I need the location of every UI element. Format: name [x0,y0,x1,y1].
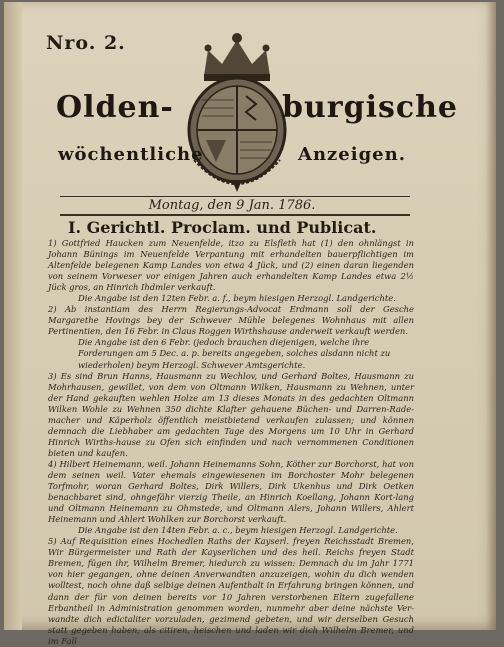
page-spine [4,2,22,630]
subtitle-right: Anzeigen. [298,144,406,165]
paragraph-5: 3) Es sind Brun Hanns, Hausmann zu Wechlov, und Gerhard Boltes, Hausmann zu Mohrhausen, gewillet, von dem von Oltmann Wilken, Hausmann zu Wehnen, unter der Hand gekauften wehlen Holze am 13 dieses Monats in des gedachten Oltmann Wilken Wohle zu Wehnen 350 dichte Klafter gehauene Büchen- und Darren-Rade-macher und Käperholz öffentlich meistbietend verkaufen zulassen; und können demnach die Liebhaber am gedachten Tage des Morgens um 10 Uhr in Gerhard Hinrich Wirths-hause zu Ofen sich einfinden und nach vernommenen Conditionen bieten und kaufen. [48,370,414,458]
paragraph-4: Die Angabe ist den 6 Febr. (jedoch brauchen diejenigen, welche ihre Forderungen am 5 Dec. a. p. bereits angegeben, solches alsdann nicht zu wiederholen) beym Herzogl. Schwever Amtsgerichte. [78,337,391,370]
paragraph-8: 5) Auf Requisition eines Hochedlen Raths der Kayserl. freyen Reichsstadt Bremen, Wir Bürgermeister und Rath der Kayserlichen und des heil. Reichs freyen Stadt Bremen, fügen ihr, Wilhelm Bremer, hiedurch zu wissen: Demnach du im Jahr 1771 von hier gegangen, ohne deinen Anverwandten anzuzeigen, wohin du dich wenden wolltest, noch ohne daß selbige deinen Aufenthalt in Erfahrung bringen können, und dann der für von deinen bereits vor 10 Jahren verstorbenen Eltern zugefallene Erbantheil in Administration genommen worden, nunmehr aber deine nächste Ver-wandte dich edictaliter vorzuladen, gezimend gebeten, und wir derselben Gesuch statt gegeben haben; als citiren, heischen und laden wir dich Wilhelm Bremer, und im Fall [48,536,414,646]
newspaper-page [4,2,496,646]
paragraph-3: 2) Ab instantiam des Herrn Regierungs-Advocat Erdmann soll der Gesche Margarethe Hovings bey der Schwever Mühle belegenes Wohnhaus mit allen Pertinentien, den 16 Febr. in Claus Roggen Wirthshause anderweit verkauft werden. [48,304,414,337]
coat-of-arms-icon [182,30,292,198]
article-body [48,238,414,647]
title-right: burgische [282,90,459,125]
issue-number: Nro. 2. [46,32,126,54]
section-title: I. Gerichtl. Proclam. und Publicat. [68,218,377,237]
title-left: Olden- [56,90,174,125]
page-edge-shadow [486,2,496,630]
paragraph-1: 1) Gottfried Haucken zum Neuenfelde, itzo zu Elsfleth hat (1) den ohnlängst in Johann Bünings im Neuenfelde Verpantung mit erhandelten bauerpflichtigen im Altenfelde belegenen Kamp Landes von etwa 4 Jück, und (2) einen daran liegenden von seinem Vorweser vor einigen Jahren auch erhandelten Kamp Landes etwa 2½ Jück gros, an Hinrich Ihdmler verkauft. [48,238,414,293]
dateline: Montag, den 9 Jan. 1786. [148,198,316,213]
subtitle-left: wöchentliche [58,144,204,165]
paragraph-2: Die Angabe ist den 12ten Febr. a. f., beym hiesigen Herzogl. Landgerichte. [78,293,396,304]
paragraph-6: 4) Hilbert Heinemann, weil. Johann Heinemanns Sohn, Köther zur Borchorst, hat von dem seinen weil. Vater ehemals eingewiesenen im Borchoster Mohr belegenen Torfmohr, woran Gerhard Boltes, Dirk Willers, Dirk Ukenhus und Dirk Oetken benachbaret sind, ohngefähr vierzig Theile, an Hinrich Koellang, Johann Kort-lang und Oltmann Heinemann zu Ohmstede, und Oltmann Alers, Johann Willers, Ahlert Heinemann und Ahlert Wohlken zur Borchorst verkauft. [48,458,414,525]
header-rule-bottom [60,214,410,216]
paragraph-7: Die Angabe ist den 14ten Febr. a. c., beym hiesigen Herzogl. Landgerichte. [78,525,398,536]
header-rule-top [60,196,410,197]
